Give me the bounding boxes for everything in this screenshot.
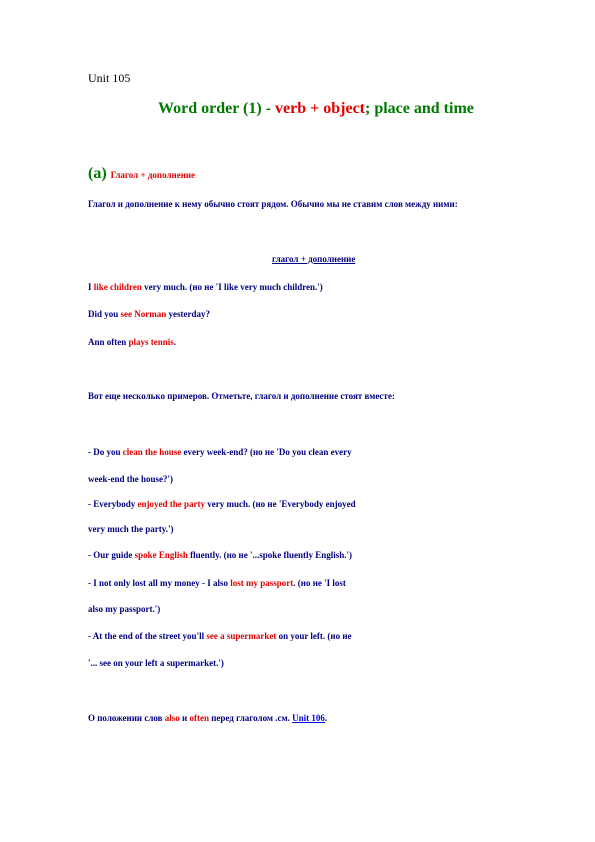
bullet-1 — [88, 447, 352, 457]
example-3-post: . — [173, 337, 177, 347]
bullet-2-continued: very much the party.') — [88, 524, 174, 534]
bullet-2-post: very much. (но не 'Everybody enjoyed — [205, 499, 356, 509]
example-2-highlight: see Norman — [120, 309, 167, 319]
bullet-2 — [88, 499, 356, 509]
section-a-heading — [88, 165, 195, 183]
footer-also: also — [164, 713, 180, 723]
example-3-pre: Ann often — [88, 337, 129, 347]
example-3 — [88, 337, 176, 347]
bullet-4-post: . (но не 'I lost — [293, 578, 346, 588]
bullet-4-continued: also my passport.') — [88, 604, 161, 614]
bullet-1-continued: week-end the house?') — [88, 474, 173, 484]
bullet-3-post: fluently. (но не '...spoke fluently English.') — [187, 550, 353, 560]
title-part1: Word order (1) - — [158, 100, 276, 117]
bullet-5-pre: - At the end of the street you'll — [88, 631, 207, 641]
example-3-highlight: plays tennis — [128, 337, 174, 347]
bullet-4 — [88, 578, 346, 588]
bullet-2-pre: - Everybody — [88, 499, 138, 509]
example-2-post: yesterday? — [166, 309, 211, 319]
bullet-2-highlight: enjoyed the party — [137, 499, 205, 509]
bullet-5 — [88, 631, 352, 641]
title-part2: ; place and time — [365, 100, 474, 117]
bullet-3-highlight: spoke English — [134, 550, 188, 560]
example-1 — [88, 282, 323, 292]
intro-text: Глагол и дополнение к нему обычно стоят рядом. Обычно мы не ставим слов между ними: — [88, 199, 458, 209]
footer-often: often — [189, 713, 209, 723]
example-1-post: very much. (но не 'I like very much children.') — [141, 282, 323, 292]
bullet-1-post: every week-end? (но не 'Do you clean every — [181, 447, 352, 457]
unit-106-link[interactable]: Unit 106 — [292, 713, 325, 723]
section-subtitle: Глагол + дополнение — [110, 170, 196, 180]
bullet-3-pre: - Our guide — [88, 550, 135, 560]
bullet-5-continued: '... see on your left a supermarket.') — [88, 658, 224, 668]
table-header: глагол + дополнение — [272, 254, 356, 264]
page-title — [158, 100, 474, 118]
bullet-1-highlight: clean the house — [122, 447, 182, 457]
bullet-3 — [88, 550, 352, 560]
footer-mid: перед глаголом .см. — [208, 713, 293, 723]
title-verb-object: verb + object — [275, 100, 365, 117]
bullet-5-post: on your left. (но не — [276, 631, 352, 641]
more-examples-intro: Вот еще несколько примеров. Отметьте, глагол и дополнение стоят вместе: — [88, 391, 395, 401]
bullet-5-highlight: see a supermarket — [206, 631, 277, 641]
bullet-4-pre: - I not only lost all my money - I also — [88, 578, 231, 588]
bullet-1-pre: - Do you — [88, 447, 123, 457]
bullet-4-highlight: lost my passport — [230, 578, 294, 588]
example-1-highlight: like children — [93, 282, 142, 292]
example-2-pre: Did you — [88, 309, 121, 319]
footer-note — [88, 713, 327, 723]
footer-and: и — [179, 713, 190, 723]
example-1-pre: I — [88, 282, 94, 292]
footer-post: . — [324, 713, 328, 723]
footer-pre: О положении слов — [88, 713, 165, 723]
unit-label: Unit 105 — [88, 71, 131, 85]
section-letter: (a) — [88, 165, 107, 182]
example-2 — [88, 309, 210, 319]
